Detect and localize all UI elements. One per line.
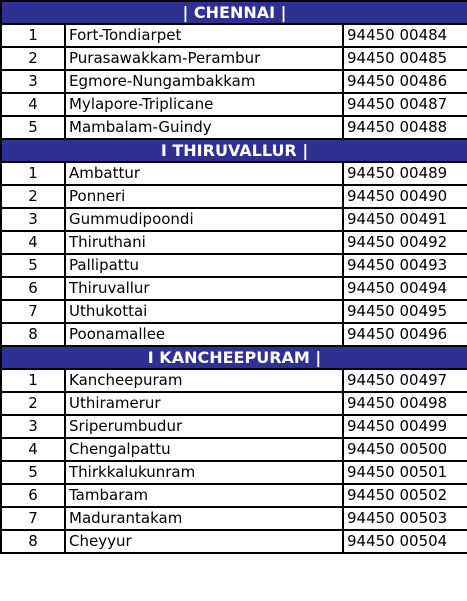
table-row [1,185,467,208]
table-row [1,415,467,438]
office-name: Tambaram [65,484,343,507]
table-row [1,116,467,139]
row-number: 3 [1,208,65,231]
phone-number: 94450 00503 [343,507,467,530]
table-row [1,70,467,93]
office-name: Uthukottai [65,300,343,323]
phone-number: 94450 00504 [343,530,467,553]
section-title: I THIRUVALLUR | [1,139,467,162]
office-name: Pallipattu [65,254,343,277]
office-name: Thiruthani [65,231,343,254]
row-number: 6 [1,484,65,507]
phone-number: 94450 00498 [343,392,467,415]
row-number: 7 [1,300,65,323]
table-row [1,47,467,70]
phone-number: 94450 00491 [343,208,467,231]
phone-number: 94450 00493 [343,254,467,277]
office-name: Sriperumbudur [65,415,343,438]
table-row [1,323,467,346]
table-row [1,208,467,231]
office-name: Uthiramerur [65,392,343,415]
row-number: 3 [1,415,65,438]
office-name: Fort-Tondiarpet [65,24,343,47]
table-row [1,93,467,116]
table-row [1,484,467,507]
section-title: I KANCHEEPURAM | [1,346,467,369]
office-name: Egmore-Nungambakkam [65,70,343,93]
table-row [1,392,467,415]
row-number: 5 [1,116,65,139]
section-header-row [1,139,467,162]
table-row [1,24,467,47]
row-number: 2 [1,47,65,70]
phone-number: 94450 00500 [343,438,467,461]
row-number: 3 [1,70,65,93]
phone-number: 94450 00502 [343,484,467,507]
office-name: Mylapore-Triplicane [65,93,343,116]
row-number: 2 [1,392,65,415]
office-name: Madurantakam [65,507,343,530]
row-number: 5 [1,461,65,484]
phone-number: 94450 00492 [343,231,467,254]
section-title: | CHENNAI | [1,1,467,24]
table-row [1,162,467,185]
row-number: 1 [1,24,65,47]
phone-number: 94450 00497 [343,369,467,392]
office-name: Purasawakkam-Perambur [65,47,343,70]
row-number: 5 [1,254,65,277]
phone-number: 94450 00489 [343,162,467,185]
phone-number: 94450 00490 [343,185,467,208]
office-name: Poonamallee [65,323,343,346]
table-row [1,438,467,461]
office-name: Thirkkalukunram [65,461,343,484]
phone-number: 94450 00495 [343,300,467,323]
row-number: 7 [1,507,65,530]
table-row [1,231,467,254]
phone-number: 94450 00486 [343,70,467,93]
phone-number: 94450 00499 [343,415,467,438]
directory-body [1,1,467,553]
row-number: 4 [1,93,65,116]
table-row [1,530,467,553]
office-name: Gummudipoondi [65,208,343,231]
row-number: 4 [1,438,65,461]
phone-number: 94450 00494 [343,277,467,300]
office-name: Kancheepuram [65,369,343,392]
row-number: 4 [1,231,65,254]
table-row [1,369,467,392]
phone-number: 94450 00484 [343,24,467,47]
table-row [1,300,467,323]
row-number: 1 [1,369,65,392]
phone-number: 94450 00501 [343,461,467,484]
office-name: Ambattur [65,162,343,185]
phone-number: 94450 00488 [343,116,467,139]
table-row [1,277,467,300]
row-number: 8 [1,323,65,346]
row-number: 1 [1,162,65,185]
phone-number: 94450 00487 [343,93,467,116]
office-name: Thiruvallur [65,277,343,300]
phone-number: 94450 00485 [343,47,467,70]
section-header-row [1,346,467,369]
row-number: 2 [1,185,65,208]
phone-number: 94450 00496 [343,323,467,346]
table-row [1,507,467,530]
table-row [1,461,467,484]
office-name: Ponneri [65,185,343,208]
table-row [1,254,467,277]
section-header-row [1,1,467,24]
office-name: Chengalpattu [65,438,343,461]
office-name: Mambalam-Guindy [65,116,343,139]
office-name: Cheyyur [65,530,343,553]
row-number: 6 [1,277,65,300]
row-number: 8 [1,530,65,553]
